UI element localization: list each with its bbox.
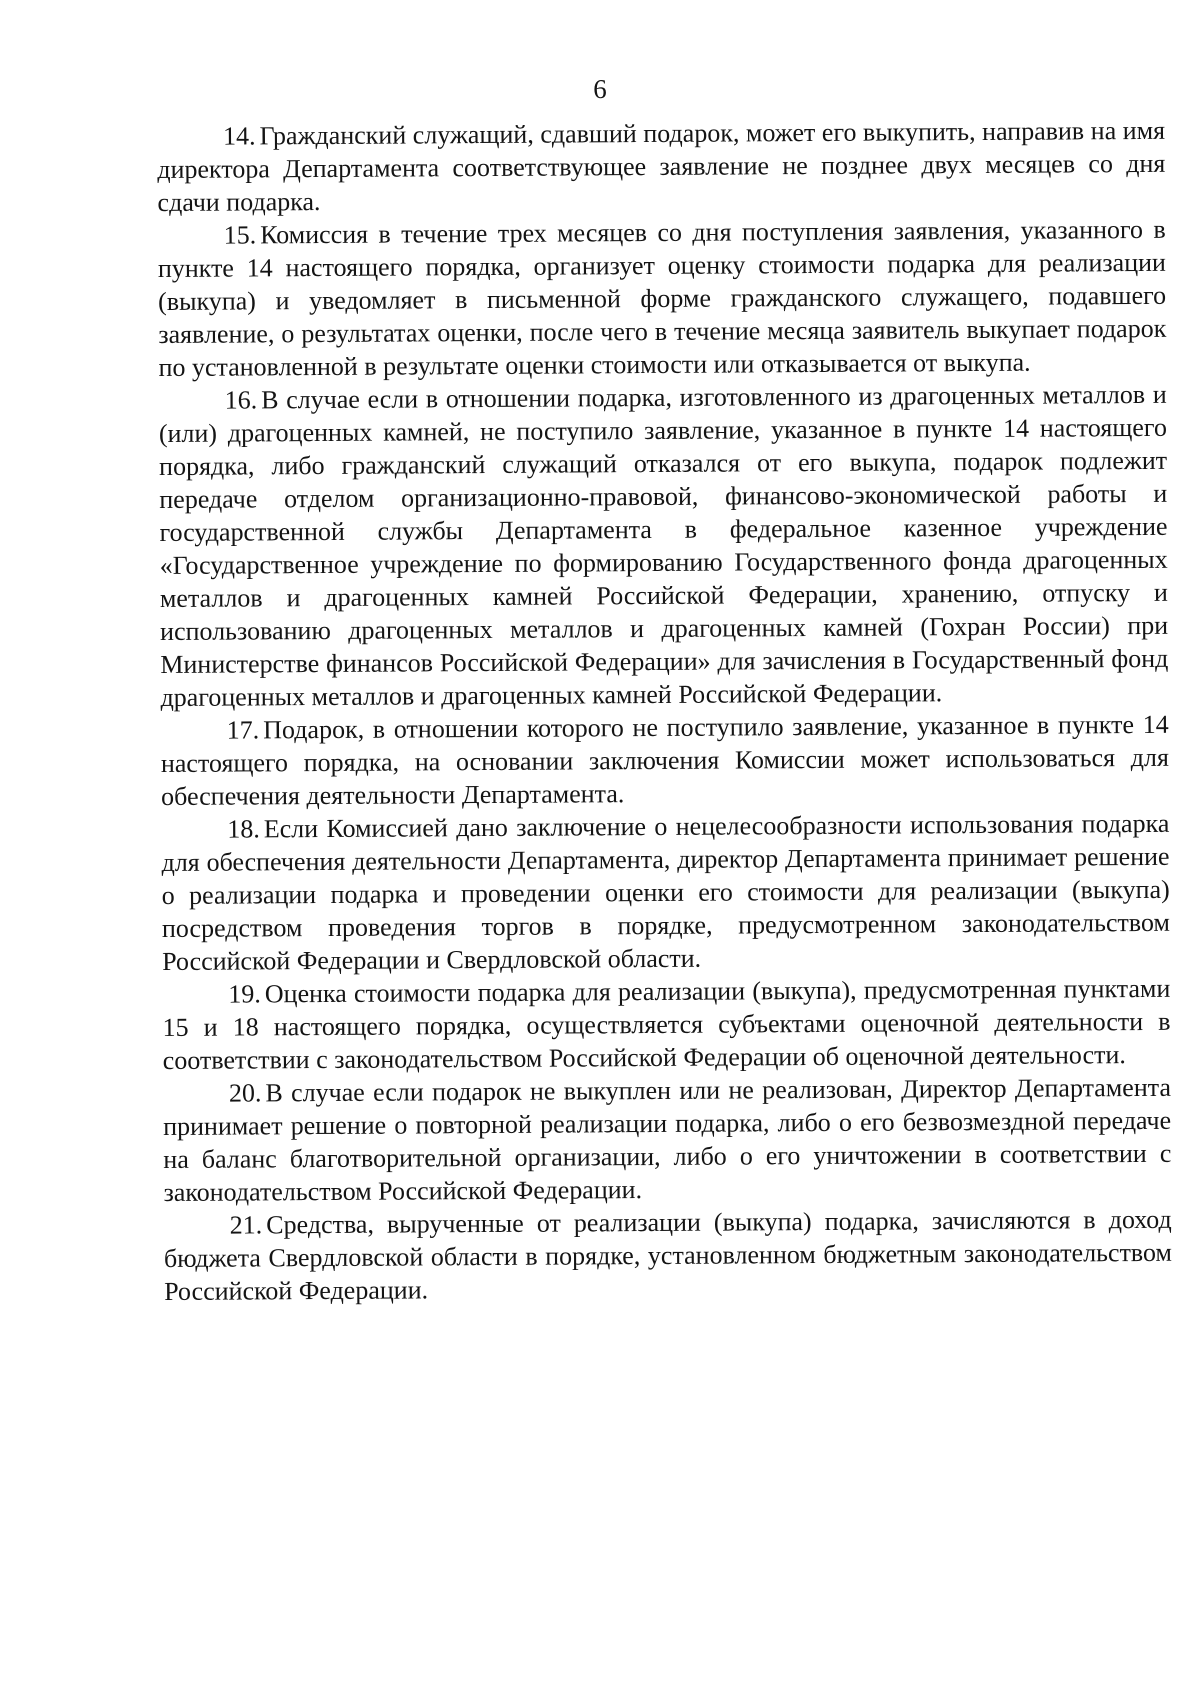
- paragraph-14: [157, 114, 1166, 219]
- page-number: 6: [593, 74, 607, 104]
- paragraph-number: 14.: [223, 121, 256, 151]
- paragraph-number: 18.: [227, 814, 260, 844]
- paragraph-text: Если Комиссией дано заключение о нецелесообразности использования подарка для обеспечения деятельности Департамента, директор Департамента принимает решение о реализации подарка и проведении оценки его стоимости для реализации (выкупа) посредством проведения торгов в порядке, предусмотренном законодательством Российской Федерации и Свердловской области.: [161, 808, 1171, 976]
- paragraph-text: Оценка стоимости подарка для реализации (выкупа), предусмотренная пунктами 15 и 18 настоящего порядка, осуществляется субъектами оценочной деятельности в соответствии с законодательством Российской Федерации об оценочной деятельности.: [162, 973, 1171, 1075]
- paragraph-21: [164, 1203, 1173, 1308]
- paragraph-text: В случае если в отношении подарка, изготовленного из драгоценных металлов и (или) драгоценных камней, не поступило заявление, указанное в пункте 14 настоящего порядка, либо гражданский служащий отказался от его выкупа, подарок подлежит передаче отделом организационно-правовой, финансово-экономической работы и государственной службы Департамента в федеральное казенное учреждение «Государственное учреждение по формированию Государственного фонда драгоценных металлов и драгоценных камней Российской Федерации, хранению, отпуску и использованию драгоценных металлов и драгоценных камней (Гохран России) при Министерстве финансов Российской Федерации» для зачисления в Государственный фонд драгоценных металлов и драгоценных камней Российской Федерации.: [158, 379, 1169, 712]
- paragraph-text: Гражданский служащий, сдавший подарок, может его выкупить, направив на имя директора Департамента соответствующее заявление не позднее двух месяцев со дня сдачи подарка.: [157, 115, 1166, 217]
- paragraph-20: [163, 1071, 1172, 1209]
- paragraph-17: [161, 708, 1170, 813]
- paragraph-number: 15.: [223, 220, 257, 250]
- paragraph-16: [159, 378, 1169, 714]
- paragraph-number: 20.: [228, 1078, 262, 1108]
- paragraph-19: [162, 972, 1171, 1077]
- paragraph-text: В случае если подарок не выкуплен или не реализован, Директор Департамента принимает решение о повторной реализации подарка, либо о его безвозмездной передаче на баланс благотворительной организации, либо о его уничтожении в соответствии с законодательством Российской Федерации.: [163, 1072, 1172, 1207]
- paragraph-text: Средства, вырученные от реализации (выкупа) подарка, зачисляются в доход бюджета Свердловской области в порядке, установленном бюджетным законодательством Российской Федерации.: [163, 1204, 1173, 1306]
- paragraph-15: [158, 213, 1167, 384]
- paragraph-number: 19.: [228, 979, 261, 1009]
- paragraph-number: 17.: [226, 715, 260, 745]
- document-body: [157, 114, 1172, 1308]
- paragraph-number: 21.: [229, 1210, 263, 1240]
- paragraph-number: 16.: [224, 385, 258, 415]
- paragraph-18: [161, 807, 1170, 978]
- paragraph-text: Подарок, в отношении которого не поступило заявление, указанное в пункте 14 настоящего порядка, на основании заключения Комиссии может использоваться для обеспечения деятельности Департамента.: [160, 709, 1170, 811]
- paragraph-text: Комиссия в течение трех месяцев со дня поступления заявления, указанного в пункте 14 настоящего порядка, организует оценку стоимости подарка для реализации (выкупа) и уведомляет в письменной форме гражданского служащего, подавшего заявление, о результатах оценки, после чего в течение месяца заявитель выкупает подарок по установленной в результате оценки стоимости или отказывается от выкупа.: [157, 214, 1167, 382]
